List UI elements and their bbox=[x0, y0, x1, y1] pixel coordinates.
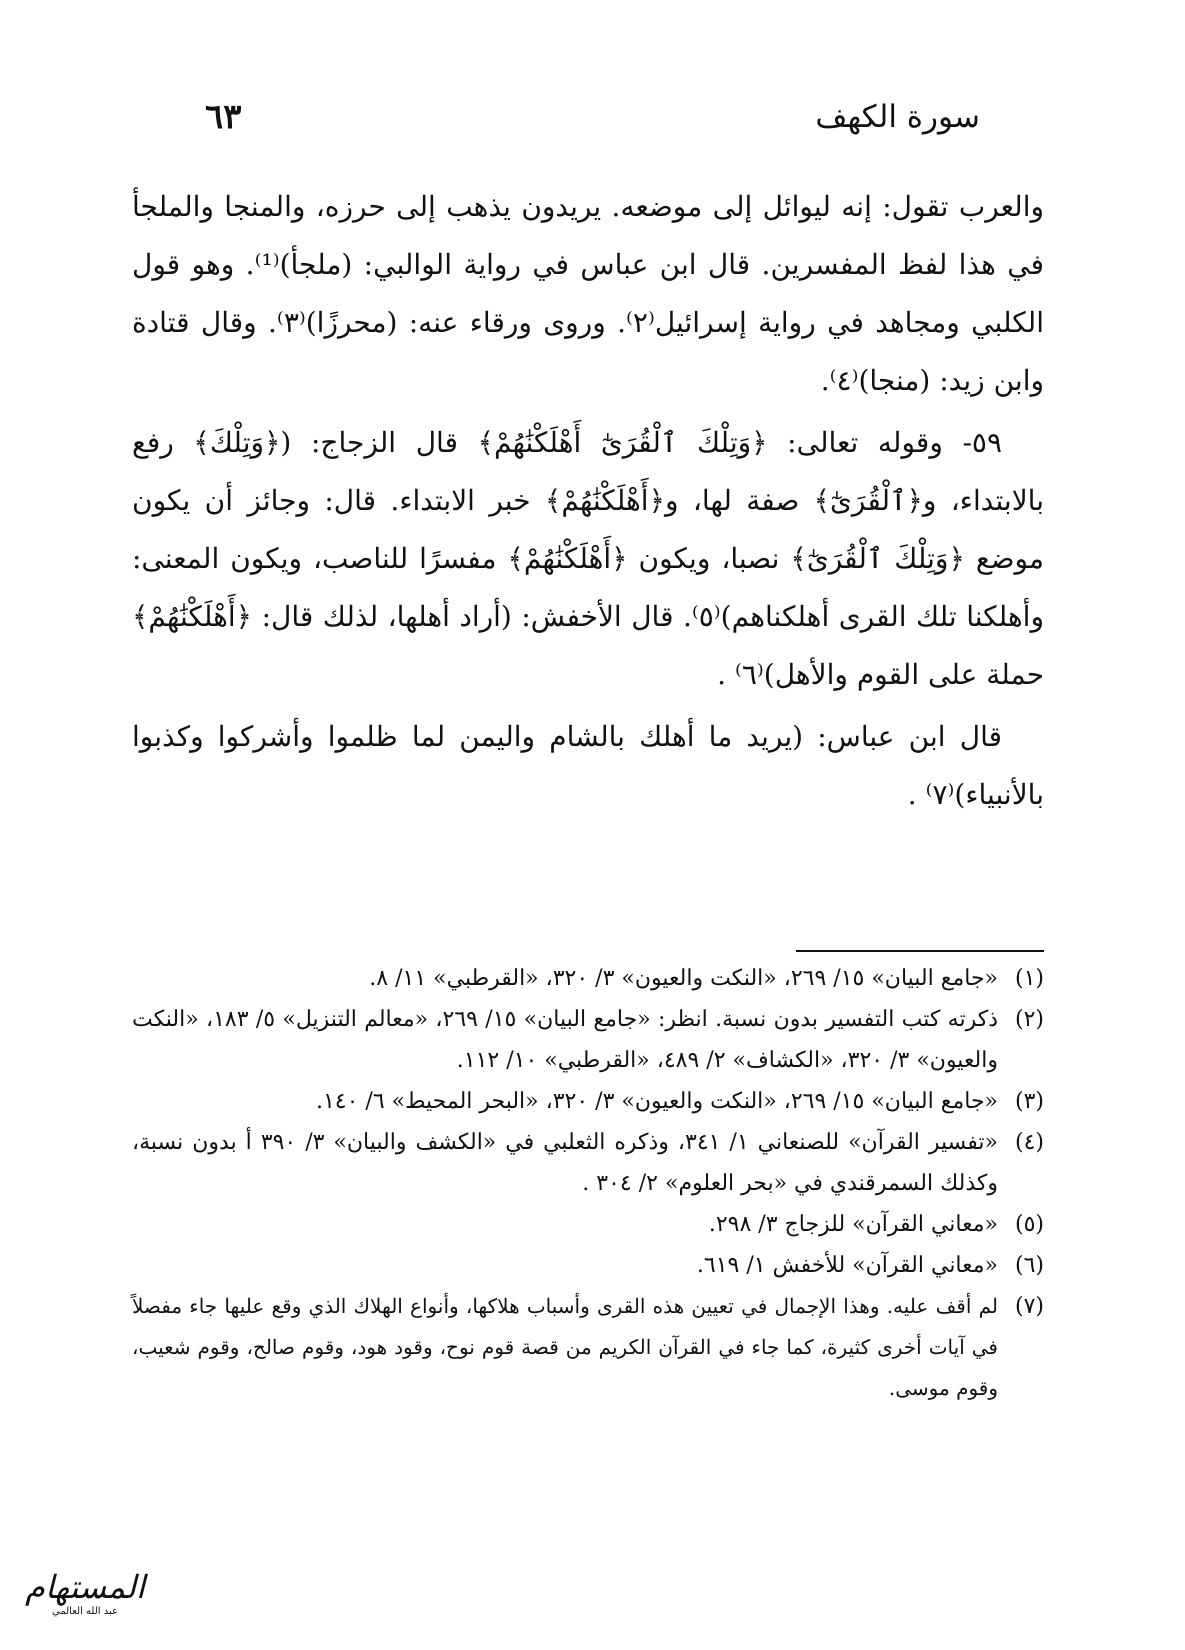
footnote-text: «معاني القرآن» للزجاج ٣/ ٢٩٨. bbox=[708, 1212, 998, 1237]
paragraph-3: قال ابن عباس: (يريد ما أهلك بالشام واليمن لما ظلموا وأشركوا وكذبوا بالأنبياء)⁽٧⁾ . bbox=[132, 720, 1044, 811]
page-number: ٦٣ bbox=[205, 97, 242, 137]
footnote-separator bbox=[796, 950, 1044, 952]
footnote-1 bbox=[132, 958, 1044, 999]
footnote-text: «جامع البيان» ١٥/ ٢٦٩، «النكت والعيون» ٣/ ٣٢٠، «البحر المحيط» ٦/ ١٤٠. bbox=[315, 1089, 998, 1114]
footnote-text: «معاني القرآن» للأخفش ١/ ٦١٩. bbox=[696, 1253, 998, 1278]
footnote-3 bbox=[132, 1081, 1044, 1122]
footnote-number: (٥) bbox=[1014, 1212, 1044, 1237]
footnote-text: لم أقف عليه. وهذا الإجمال في تعيين هذه القرى وأسباب هلاكها، وأنواع الهلاك الذي وقع عليها جاء مفصلاً في آيات أخرى كثيرة، كما جاء في القرآن الكريم من قصة قوم نوح، وقود هود، وقوم صالح، وقوم شعيب، وقوم موسى. bbox=[132, 1294, 998, 1400]
footnote-number: (١) bbox=[1014, 966, 1044, 991]
footnote-2 bbox=[132, 999, 1044, 1081]
footnote-number: (٧) bbox=[1014, 1294, 1044, 1319]
stamp-subtext: عبد الله العالمي bbox=[52, 1606, 118, 1617]
footnote-number: (٣) bbox=[1014, 1089, 1044, 1114]
stamp-logo-text: المستهام bbox=[25, 1568, 145, 1606]
main-text bbox=[132, 178, 1044, 828]
footnote-number: (٤) bbox=[1014, 1130, 1044, 1155]
footnote-4 bbox=[132, 1122, 1044, 1204]
footnote-7 bbox=[132, 1286, 1044, 1409]
paragraph-1: والعرب تقول: إنه ليوائل إلى موضعه. يريدون يذهب إلى حرزه، والمنجا والملجأ في هذا لفظ المفسرين. قال ابن عباس في رواية الوالبي: (ملجأ)⁽¹⁾. وهو قول الكلبي ومجاهد في رواية إسرائيل⁽٢⁾. وروى ورقاء عنه: (محرزًا)⁽٣⁾. وقال قتادة وابن زيد: (منجا)⁽٤⁾. bbox=[132, 190, 1044, 397]
paragraph-2: ٥٩- وقوله تعالى: ﴿وَتِلْكَ ٱلْقُرَىٰٓ أَهْلَكْنَٰهُمْ﴾ قال الزجاج: (﴿وَتِلْكَ﴾ رفع بالابتداء، و﴿ٱلْقُرَىٰٓ﴾ صفة لها، و﴿أَهْلَكْنَٰهُمْ﴾ خبر الابتداء. قال: وجائز أن يكون موضع ﴿وَتِلْكَ ٱلْقُرَىٰٓ﴾ نصبا، ويكون ﴿أَهْلَكْنَٰهُمْ﴾ مفسرًا للناصب، ويكون المعنى: وأهلكنا تلك القرى أهلكناهم)⁽٥⁾. قال الأخفش: (أراد أهلها، لذلك قال: ﴿أَهْلَكْنَٰهُمْ﴾ حملة على القوم والأهل)⁽٦⁾ . bbox=[132, 426, 1044, 691]
surah-title: سورة الكهف bbox=[815, 99, 980, 135]
footnote-number: (٢) bbox=[1014, 1007, 1044, 1032]
footnote-text: «تفسير القرآن» للصنعاني ١/ ٣٤١، وذكره الثعلبي في «الكشف والبيان» ٣/ ٣٩٠ أ بدون نسبة، وكذلك السمرقندي في «بحر العلوم» ٢/ ٣٠٤ . bbox=[132, 1130, 999, 1196]
footnote-text: ذكرته كتب التفسير بدون نسبة. انظر: «جامع البيان» ١٥/ ٢٦٩، «معالم التنزيل» ٥/ ١٨٣، «النكت والعيون» ٣/ ٣٢٠، «الكشاف» ٢/ ٤٨٩، «القرطبي» ١٠/ ١١٢. bbox=[132, 1007, 999, 1073]
page-header bbox=[205, 92, 980, 142]
footnotes bbox=[132, 958, 1044, 1409]
footnote-5 bbox=[132, 1204, 1044, 1245]
library-stamp bbox=[10, 1568, 160, 1638]
footnote-text: «جامع البيان» ١٥/ ٢٦٩، «النكت والعيون» ٣/ ٣٢٠، «القرطبي» ١١/ ٨. bbox=[369, 966, 998, 991]
footnote-number: (٦) bbox=[1014, 1253, 1044, 1278]
footnote-6 bbox=[132, 1245, 1044, 1286]
